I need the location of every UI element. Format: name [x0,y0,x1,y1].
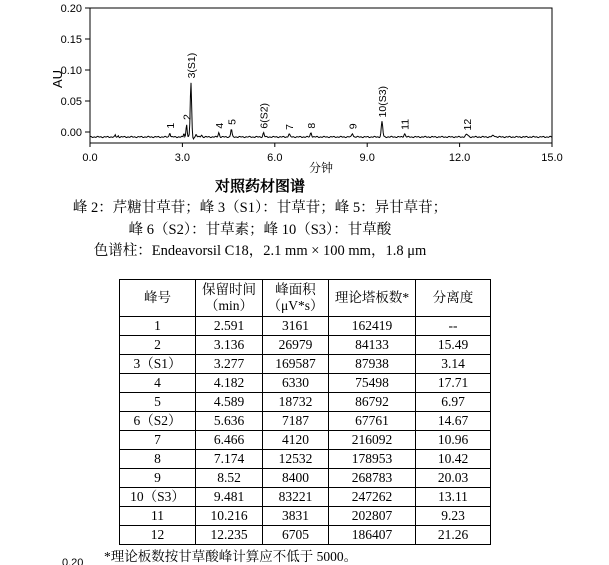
x-tick-label: 12.0 [448,152,471,164]
table-row [120,488,491,507]
x-axis-title: 分钟 [308,161,334,175]
table-cell: 3161 [263,317,329,336]
table-cell: 12532 [263,450,329,469]
header-line: 保留时间 [202,282,256,297]
table-cell: 86792 [329,393,416,412]
header-cell [196,280,263,317]
header-line: （min） [204,298,253,314]
table-cell: 4120 [263,431,329,450]
table-cell: 15.49 [416,336,491,355]
table-cell: 3.277 [196,355,263,374]
y-tick-label: 0.05 [60,96,82,108]
header-cell [120,280,196,317]
table-cell: 12.235 [196,526,263,545]
x-tick-label: 3.0 [174,152,191,164]
table-cell: 12 [120,526,196,545]
table-cell: 6330 [263,374,329,393]
table-cell: 6.466 [196,431,263,450]
y-tick-label: 0.20 [60,3,82,15]
table-row [120,507,491,526]
y-tick-label: 0.00 [60,127,82,139]
table-row [120,355,491,374]
table-cell: 8.52 [196,469,263,488]
table-cell: 6705 [263,526,329,545]
table-cell: 8400 [263,469,329,488]
table-cell: 83221 [263,488,329,507]
table-cell: 202807 [329,507,416,526]
header-cell [416,280,491,317]
table-cell: 87938 [329,355,416,374]
table-cell: 5.636 [196,412,263,431]
table-cell: 268783 [329,469,416,488]
table-row [120,317,491,336]
table-cell: 9.481 [196,488,263,507]
table-cell: 4.182 [196,374,263,393]
table-cell: 5 [120,393,196,412]
table-header-row [120,280,491,317]
table-cell: 3.136 [196,336,263,355]
table-cell: 13.11 [416,488,491,507]
table-row [120,412,491,431]
x-tick-label: 9.0 [359,152,375,164]
table-cell: 169587 [263,355,329,374]
results-table [119,279,491,545]
table-cell: 20.03 [416,469,491,488]
table-row [120,336,491,355]
peak-label: 5 [226,119,239,125]
y-tick-label: 0.15 [60,34,82,46]
table-cell: 3（S1） [120,355,196,374]
table-header [120,280,491,317]
peak-legend-line2: 峰 6（S2）：甘草素；峰 10（S3）：甘草酸 [128,222,392,238]
table-cell: 162419 [329,317,416,336]
header-line: 分离度 [432,290,474,306]
table-cell: 7187 [263,412,329,431]
y-tick-label: 0.10 [60,65,82,77]
table-cell: 6（S2） [120,412,196,431]
table-cell: -- [416,317,491,336]
peak-label: 6(S2) [258,102,271,129]
x-tick-label: 6.0 [267,152,283,164]
table-cell: 75498 [329,374,416,393]
table-cell: 2.591 [196,317,263,336]
table-row [120,374,491,393]
table-cell: 84133 [329,336,416,355]
table-cell: 10（S3） [120,488,196,507]
trace [90,83,552,139]
column-spec: 色谱柱：Endeavorsil C18，2.1 mm × 100 mm，1.8 μm [93,243,427,259]
table-cell: 26979 [263,336,329,355]
table-cell: 17.71 [416,374,491,393]
peak-label: 2 [181,114,194,120]
table-cell: 9.23 [416,507,491,526]
peak-legend-line1: 峰 2：芹糖甘草苷；峰 3（S1）：甘草苷；峰 5：异甘草苷； [72,200,448,216]
table-cell: 6.97 [416,393,491,412]
table-row [120,450,491,469]
clipped-axis-label: 0.20 [62,557,84,565]
table-cell: 3.14 [416,355,491,374]
plot-frame [90,8,552,143]
x-tick-label: 0.0 [82,152,98,164]
chromatogram-chart [0,0,609,176]
table-cell: 11 [120,507,196,526]
table-row [120,469,491,488]
header-cell [263,280,329,317]
table-cell: 216092 [329,431,416,450]
peak-label: 12 [461,118,474,131]
table-cell: 7.174 [196,450,263,469]
peak-label: 9 [347,123,360,130]
table-cell: 9 [120,469,196,488]
y-axis-title: AU [50,69,65,89]
table-cell: 18732 [263,393,329,412]
peak-label: 1 [164,122,177,129]
figure-title: 对照药材图谱 [214,179,305,195]
table-cell: 21.26 [416,526,491,545]
table-cell: 8 [120,450,196,469]
peak-label: 8 [305,122,318,129]
table-cell: 67761 [329,412,416,431]
table-cell: 1 [120,317,196,336]
table-cell: 178953 [329,450,416,469]
table-cell: 10.216 [196,507,263,526]
peak-label: 3(S1) [185,52,198,79]
header-line: （μV*s） [267,298,324,314]
table-cell: 4.589 [196,393,263,412]
table-cell: 3831 [263,507,329,526]
peak-label: 10(S3) [377,85,390,118]
header-line: 理论塔板数* [334,290,410,306]
table-row [120,393,491,412]
table-cell: 247262 [329,488,416,507]
header-line: 峰号 [144,290,171,306]
table-cell: 2 [120,336,196,355]
table-row [120,431,491,450]
table-cell: 4 [120,374,196,393]
table-footnote: *理论板数按甘草酸峰计算应不低于 5000。 [104,549,358,564]
table-cell: 7 [120,431,196,450]
table-row [120,526,491,545]
peak-label: 7 [284,124,297,130]
peak-label: 11 [399,118,412,130]
table-cell: 14.67 [416,412,491,431]
x-tick-label: 15.0 [541,152,563,164]
table-cell: 10.96 [416,431,491,450]
peak-label: 4 [213,122,226,129]
table-cell: 10.42 [416,450,491,469]
table-cell: 186407 [329,526,416,545]
header-cell [329,280,416,317]
table-body [120,317,491,545]
header-line: 峰面积 [275,282,316,297]
